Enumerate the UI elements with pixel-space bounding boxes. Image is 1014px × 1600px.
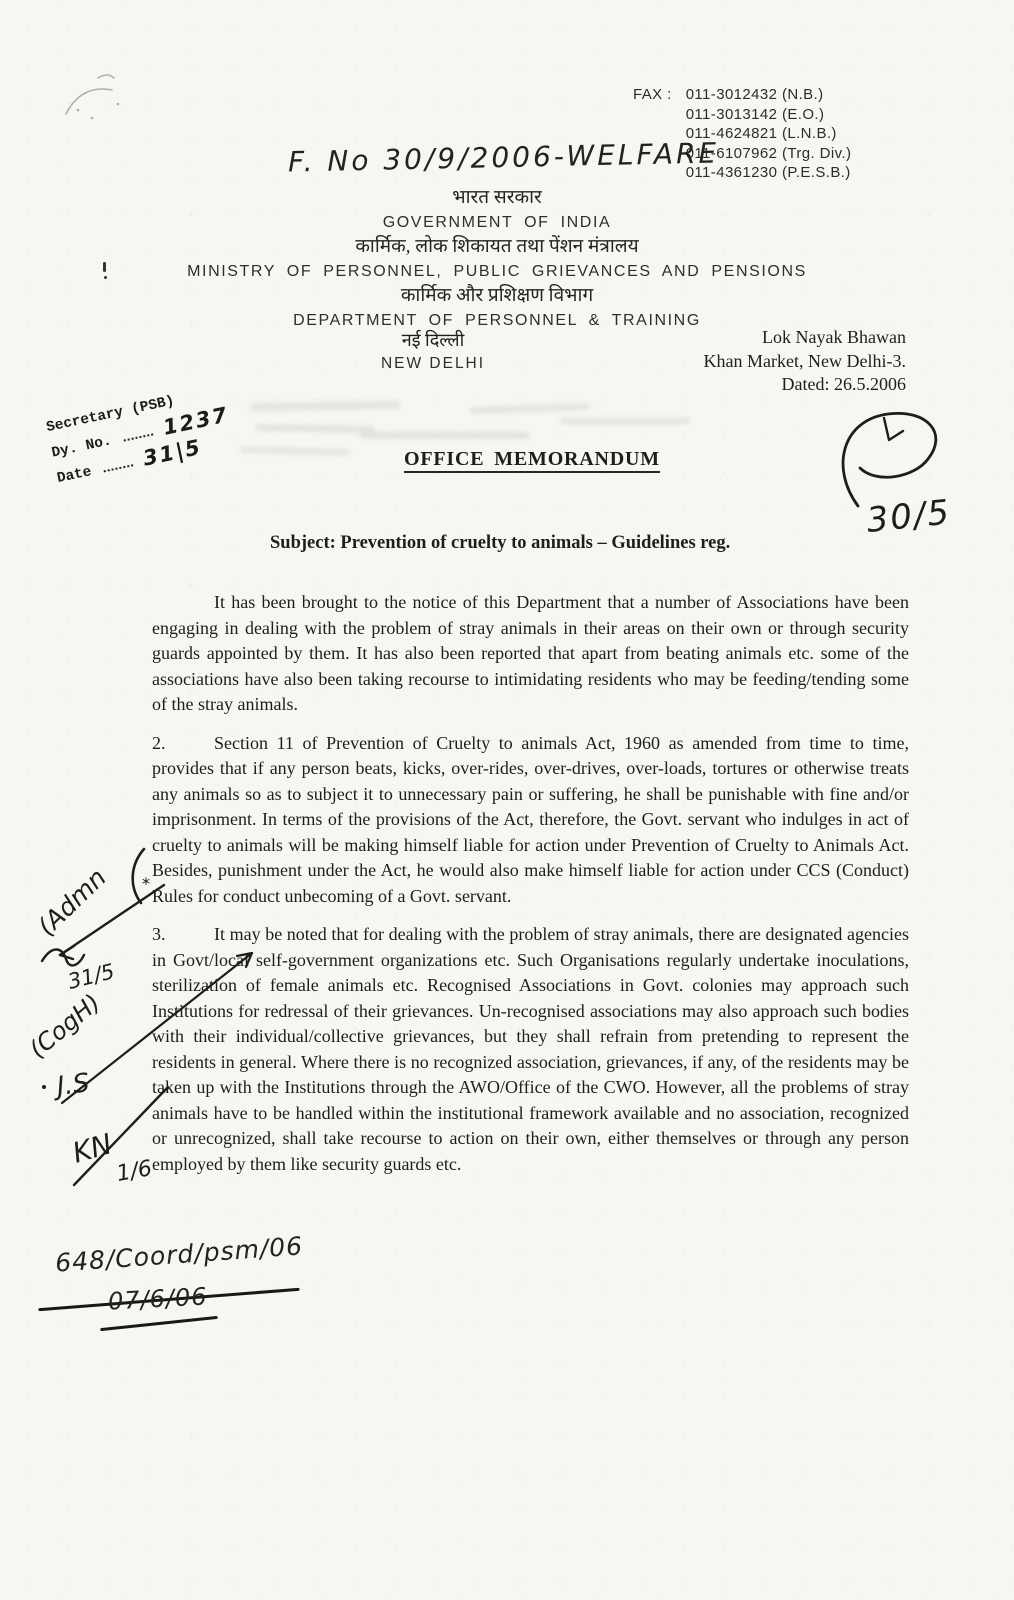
ink-mark: [103, 262, 106, 272]
bleedthrough-smudge: [470, 403, 590, 414]
letterhead-hindi-ministry: कार्मिक, लोक शिकायत तथा पेंशन मंत्रालय: [355, 236, 639, 257]
paragraph-2-text: Section 11 of Prevention of Cruelty to animals Act, 1960 as amended from time to time, provides that if any person beats, kicks, over-rides, over-drives, over-loads, tortures or otherwise treats any animals so as to subject it to unnecessary pain or suffering, he shall be punishable with fine and/or imprisonment. In terms of the provisions of the Act, therefore, the Govt. servant who indulges in act of cruelty to animals will be making himself liable for action under Prevention of Cruelty to Animals Act. Besides, punishment under the Act, he would also make himself liable for action under CCS (Conduct) Rules for conduct unbecoming of a Govt. servant.: [152, 732, 909, 906]
bleedthrough-smudge: [255, 424, 375, 433]
fax-number: 011-3013142 (E.O.): [685, 105, 825, 123]
handwritten-asterisk: *: [142, 874, 150, 893]
address-line-2: Khan Market, New Delhi-3.: [703, 350, 906, 371]
dated-line: Dated: 26.5.2006: [781, 374, 906, 394]
receipt-stamp: [44, 380, 236, 490]
margin-note-admn: (Admn: [32, 862, 112, 942]
letterhead-english-ministry: MINISTRY OF PERSONNEL, PUBLIC GRIEVANCES AND PENSIONS: [187, 263, 807, 280]
paragraph-3-number: 3.: [152, 924, 166, 944]
stamp-dotted-leader: [121, 424, 153, 442]
place-line: [318, 329, 548, 376]
margin-note-js: J.S: [55, 1068, 92, 1102]
paragraph-1: It has been brought to the notice of this Department that a number of Associations have been engaging in dealing with the problem of stray animals in their areas on their own or through security guards appointed by them. It has also been reported that apart from beating animals etc. some of the associations have also been taking recourse to intimidating residents who may be feeding/tending some of the stray animals.: [152, 592, 909, 714]
letterhead: [97, 186, 897, 333]
letterhead-hindi-govt: भारत सरकार: [452, 187, 542, 208]
footer-reference: 648/Coord/psm/06: [54, 1231, 304, 1278]
file-number-handwritten: F. No 30/9/2006-WELFARE: [287, 136, 720, 179]
letterhead-english-dept: DEPARTMENT OF PERSONNEL & TRAINING: [293, 312, 701, 329]
signature-scribble: [828, 404, 993, 544]
address-line-1: Lok Nayak Bhawan: [762, 327, 906, 347]
stamp-dy-value: 1237: [160, 402, 231, 440]
bleedthrough-smudge: [560, 418, 690, 424]
margin-note-cogh: (CogH): [23, 988, 106, 1064]
subject-line: Subject: Prevention of cruelty to animals – Guidelines reg.: [270, 533, 731, 553]
paragraph-2-number: 2.: [152, 732, 166, 753]
bleedthrough-smudge: [250, 401, 400, 412]
fax-label: FAX :: [633, 86, 672, 103]
fax-number: 011-6107962 (Trg. Div.): [685, 144, 852, 162]
stamp-dy-label: Dy. No.: [50, 433, 114, 462]
pencil-scribble: [48, 48, 158, 138]
stamp-date-value: 31|5: [140, 434, 204, 471]
bleedthrough-smudge: [360, 432, 530, 439]
memo-title-text: OFFICE MEMORANDUM: [404, 448, 660, 473]
place-english: NEW DELHI: [380, 355, 486, 372]
signature-date: 30/5: [864, 492, 953, 541]
margin-annotations: [18, 833, 318, 1253]
fax-number: 011-4361230 (P.E.S.B.): [685, 164, 851, 181]
place-hindi: नई दिल्ली: [401, 330, 465, 350]
letterhead-english-govt: GOVERNMENT OF INDIA: [382, 214, 612, 231]
paragraph-3-text: It may be noted that for dealing with the problem of stray animals, there are designated agencies in Govt/local self-government organizations etc. Such Organisations regularly undertake inoculations, sterilization of female animals etc. Recognised Associations in Govt. colonies may approach such Institutions for redressal of their grievances. Un-recognised associations may also approach such bodies with their individual/collective grievances, but they shall refrain from pretending to represent the residents in general. Where there is no recognized association, grievances, if any, of the residents may be taken up with the Institutions through the AWO/Office of the CWO. However, all the problems of stray animals have to be handled within the institutional framework available and no association, recognized or unrecognized, shall take recourse to action on their own, either themselves or through any person employed by them like security guards etc.: [152, 924, 909, 1174]
ink-mark: [104, 276, 107, 279]
letterhead-hindi-dept: कार्मिक और प्रशिक्षण विभाग: [400, 285, 594, 306]
margin-note-kn: KN: [68, 1127, 116, 1170]
fax-number: 011-3012432 (N.B.): [685, 86, 824, 103]
stamp-date-label: Date: [55, 464, 94, 488]
stamp-office: Secretary (PSB): [44, 393, 176, 437]
stamp-dotted-leader: [101, 455, 133, 473]
margin-note-kn-date: 1/6: [114, 1156, 154, 1187]
bleedthrough-smudge: [240, 447, 350, 456]
memo-title: [352, 448, 712, 471]
address-block: [606, 326, 906, 397]
margin-note-date: 31/5: [65, 959, 117, 994]
fax-number: 011-4624821 (L.N.B.): [685, 125, 837, 142]
footer-date: 07/6/06: [107, 1282, 209, 1316]
footer-date-underline: [100, 1316, 218, 1331]
